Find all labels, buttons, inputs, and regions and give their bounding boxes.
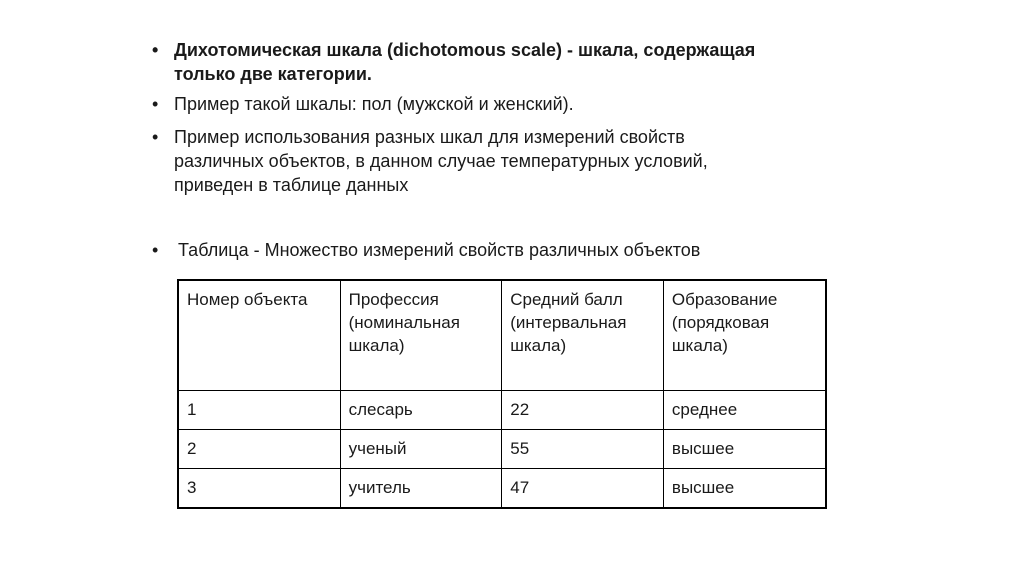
bullet-dot: •: [152, 94, 159, 114]
bullet-dot: •: [152, 40, 159, 60]
table-cell: 2: [178, 430, 340, 469]
header-profession: [340, 280, 502, 391]
header-line: (номинальная: [348, 313, 460, 332]
header-average-score: [502, 280, 664, 391]
table-cell: 22: [502, 391, 664, 430]
bullet-line: только две категории.: [174, 64, 372, 84]
header-line: (порядковая: [671, 313, 770, 332]
bullet-line: Таблица - Множество измерений свойств различных объектов: [178, 240, 701, 260]
table-cell: 3: [178, 469, 340, 509]
table-cell: 1: [178, 391, 340, 430]
header-line: Средний балл: [510, 290, 623, 309]
bullet-line: Пример такой шкалы: пол (мужской и женский).: [174, 94, 574, 114]
header-line: Номер объекта: [187, 290, 308, 309]
header-education: [663, 280, 826, 391]
bullet-line: различных объектов, в данном случае температурных условий,: [174, 151, 708, 171]
bullet-example-scale: [152, 92, 832, 116]
table-cell: ученый: [340, 430, 502, 469]
header-line: шкала): [671, 336, 728, 355]
header-line: шкала): [510, 336, 567, 355]
bullet-example-usage: [152, 125, 832, 197]
table-cell: 47: [502, 469, 664, 509]
measurements-table: [177, 279, 827, 509]
header-line: (интервальная: [510, 313, 627, 332]
bullet-dot: •: [152, 240, 159, 260]
table-cell: высшее: [663, 469, 826, 509]
table-cell: высшее: [663, 430, 826, 469]
header-line: Образование: [671, 290, 778, 309]
bullet-line: Пример использования разных шкал для измерений свойств: [174, 127, 685, 147]
table-cell: слесарь: [340, 391, 502, 430]
header-line: Профессия: [348, 290, 439, 309]
table-row: [178, 469, 826, 509]
bullet-line: Дихотомическая шкала (dichotomous scale) - шкала, содержащая: [174, 40, 756, 60]
bullet-line: приведен в таблице данных: [174, 175, 409, 195]
header-object-number: [178, 280, 340, 391]
table-header-row: [178, 280, 826, 391]
header-line: шкала): [348, 336, 405, 355]
bullet-table-caption: [152, 238, 832, 262]
table-cell: среднее: [663, 391, 826, 430]
bullet-dichotomous-scale: [152, 38, 832, 86]
bullet-dot: •: [152, 127, 159, 147]
table-row: [178, 430, 826, 469]
table-row: [178, 391, 826, 430]
table-cell: 55: [502, 430, 664, 469]
table-cell: учитель: [340, 469, 502, 509]
